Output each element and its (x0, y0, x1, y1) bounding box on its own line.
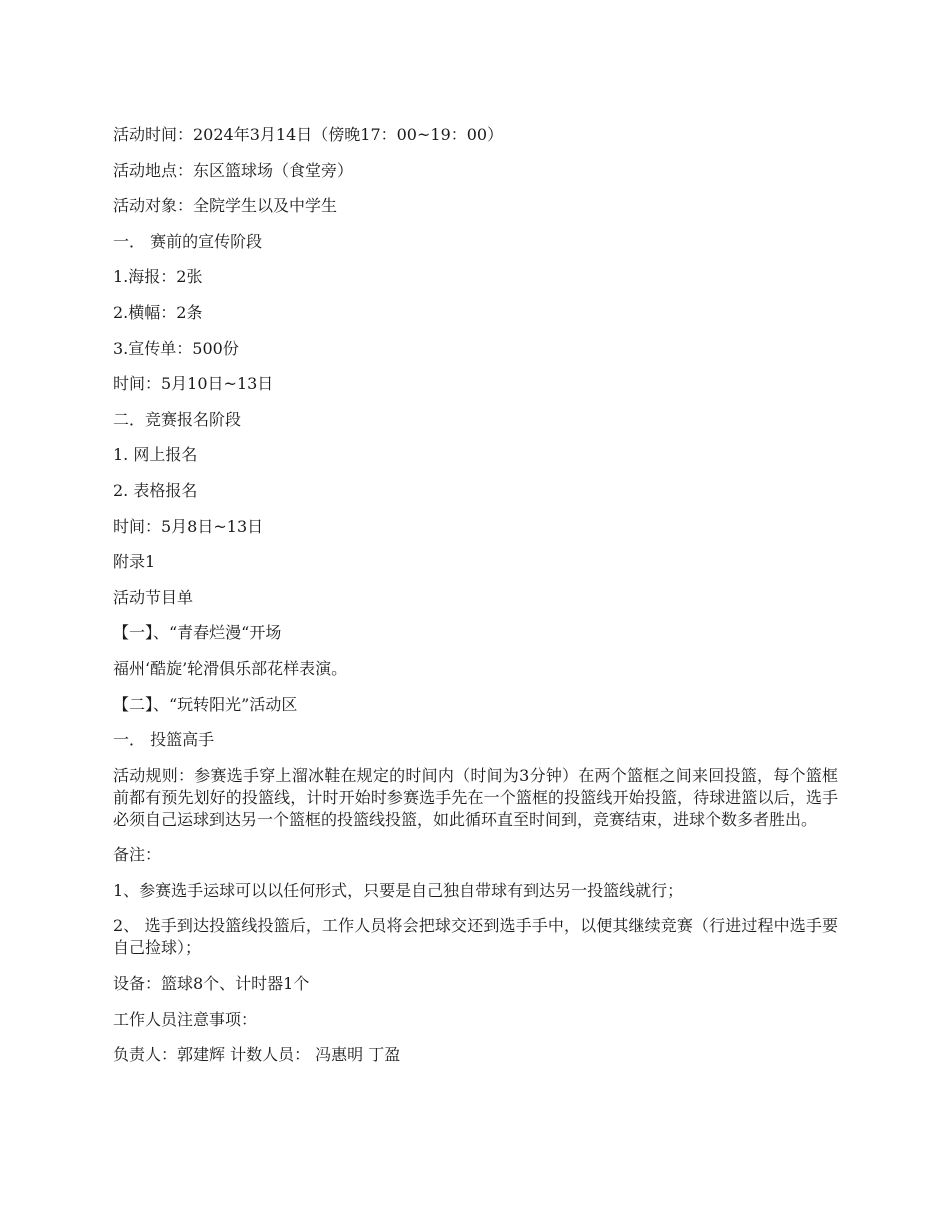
act2-title: 【二】、“玩转阳光”活动区 (113, 694, 298, 714)
list-item-flyer: 3.宣传单：500份 (113, 338, 239, 358)
activity-place: 活动地点：东区篮球场（食堂旁） (113, 160, 354, 180)
list-item-poster: 1.海报：2张 (113, 267, 203, 287)
staff-line: 负责人：郭建辉 计数人员： 冯惠明 丁盈 (113, 1045, 401, 1065)
appendix-label: 附录1 (113, 552, 156, 572)
act1-description: 福州‘酷旋’轮滑俱乐部花样表演。 (113, 658, 348, 678)
note-2: 2、 选手到达投篮线投篮后，工作人员将会把球交还到选手手中，以便其继续竞赛（行进过程中选手要自己捡球）； (113, 916, 838, 958)
list-item-banner: 2.横幅：2条 (113, 302, 203, 322)
registration-time: 时间：5月8日~13日 (113, 516, 264, 536)
activity-time: 活动时间：2024年3月14日（傍晚17：00~19：00） (113, 125, 504, 144)
equipment-line: 设备：篮球8个、计时器1个 (113, 974, 310, 994)
program-title: 活动节目单 (113, 587, 194, 607)
list-item-online-registration: 1. 网上报名 (113, 445, 198, 465)
staff-notes-title: 工作人员注意事项： (113, 1009, 258, 1029)
section-heading-promotion: 一． 赛前的宣传阶段 (113, 231, 263, 251)
promotion-time: 时间：5月10日~13日 (113, 374, 274, 394)
document-page (113, 124, 838, 1080)
rules-paragraph: 活动规则：参赛选手穿上溜冰鞋在规定的时间内（时间为3分钟）在两个篮框之间来回投篮，每个篮框前都有预先划好的投篮线，计时开始时参赛选手先在一个篮框的投篮线开始投篮，待球进篮以后，选手必须自己运球到达另一个篮框的投篮线投篮，如此循环直至时间到，竞赛结束，进球个数多者胜出。 (113, 765, 838, 829)
sub-heading-shooting: 一． 投篮高手 (113, 730, 215, 750)
list-item-form-registration: 2. 表格报名 (113, 480, 198, 500)
activity-audience: 活动对象：全院学生以及中学生 (113, 196, 338, 216)
notes-title: 备注： (113, 845, 162, 865)
note-1: 1、参赛选手运球可以以任何形式，只要是自己独自带球有到达另一投篮线就行； (113, 880, 684, 900)
act1-title: 【一】、“青春烂漫“开场 (113, 623, 282, 643)
section-heading-registration: 二．竞赛报名阶段 (113, 409, 242, 429)
